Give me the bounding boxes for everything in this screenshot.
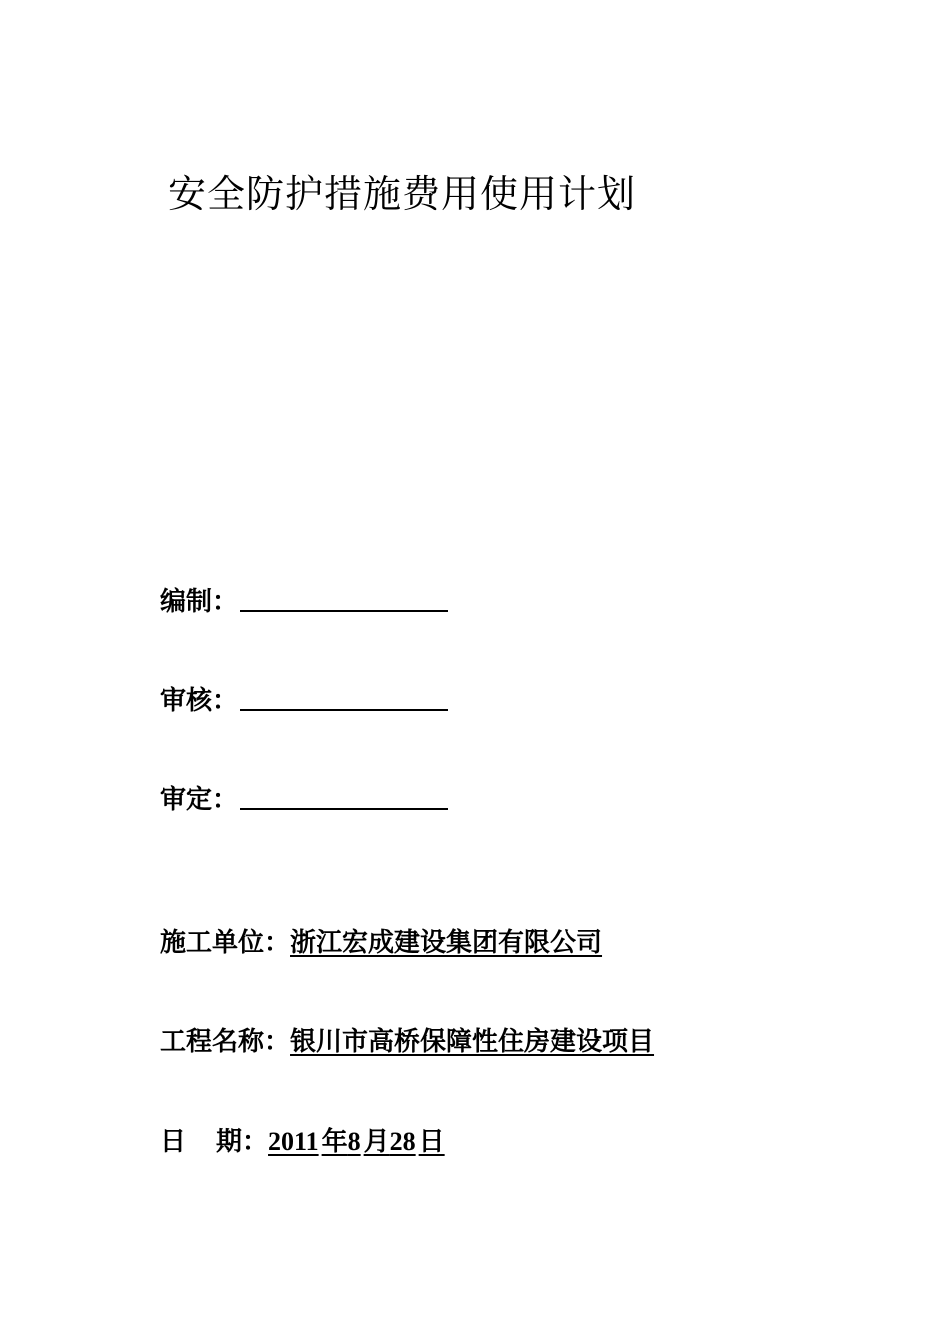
project-label: 工程名称： [160,1027,291,1057]
document-title: 安全防护措施费用使用计划 [168,172,637,216]
company-label: 施工单位： [160,928,291,958]
project-value: 银川市高桥保障性住房建设项目 [290,1027,655,1057]
signature-row-review [160,677,448,717]
compile-signature-line[interactable] [240,609,448,612]
date-year-char: 年 [321,1127,348,1157]
date-value [268,1127,445,1157]
review-label: 审核： [160,686,239,716]
date-label-part2: 期： [216,1127,269,1157]
date-label-part1: 日 [160,1127,187,1157]
date-day-char: 日 [418,1127,445,1157]
compile-label: 编制： [160,587,239,617]
review-signature-line[interactable] [240,708,448,711]
date-year: 2011 [268,1127,319,1156]
company-value: 浙江宏成建设集团有限公司 [290,928,603,958]
date-month: 8 [347,1127,361,1156]
approve-signature-line[interactable] [240,807,448,810]
company-row [160,928,602,959]
signature-row-approve [160,776,448,816]
date-day: 28 [389,1127,416,1156]
signature-row-compile [160,578,448,618]
date-row [160,1126,445,1158]
project-row [160,1027,654,1058]
approve-label: 审定： [160,785,239,815]
date-month-char: 月 [363,1127,390,1157]
